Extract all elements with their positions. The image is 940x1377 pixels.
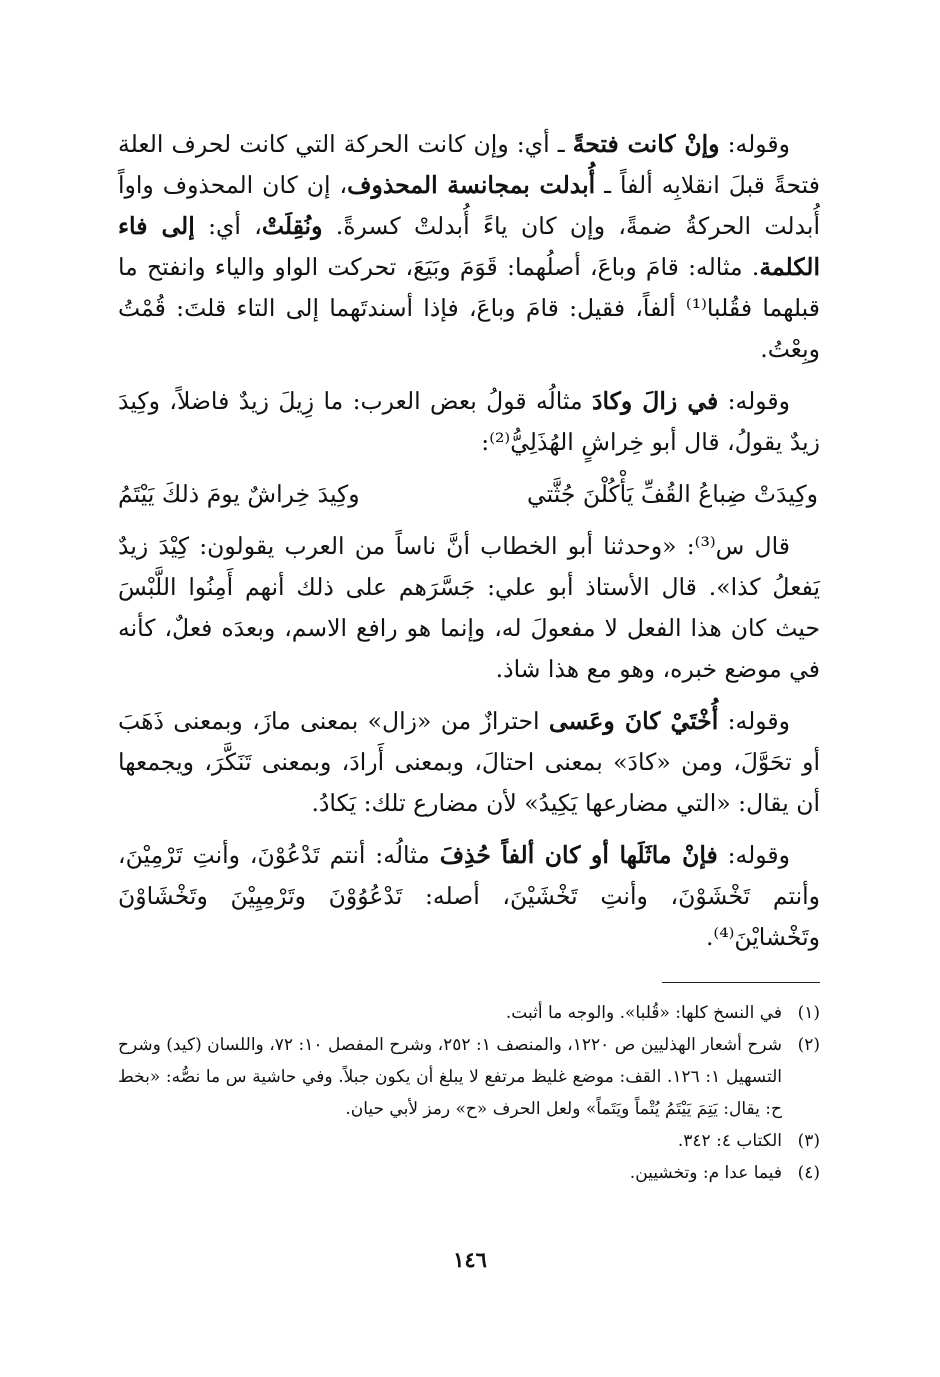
- footnote-text: فيما عدا م: وتخشيين.: [629, 1163, 782, 1183]
- poem-verse: [118, 474, 820, 515]
- text-run: احترازٌ من «زال» بمعنى مازَ، وبمعنى ذَهَبَ أو تحَوَّلَ، ومن «كادَ» بمعنى احتالَ، وبمعنى أَرادَ، وبمعنى تَنَكَّرَ، ويجمعها أن يقال: «التي مضارعها يَكِيدُ» لأن مضارع تلك: يَكادُ.: [118, 707, 820, 817]
- text-run: مثالُه: أنتم تَدْعُوْنَ، وأنتِ تَرْمِيْنَ، وأنتم تَخْشَوْنَ، وأنتِ تَخْشَيْنَ، أصله: تَدْعُوُوْنَ وتَرْمِيِيْنَ وتَخْشَاوْنَ وتَخْشايْنَ⁽⁴⁾.: [118, 841, 820, 951]
- paragraph-5: [118, 835, 820, 958]
- text-run: ، إن كان المحذوف واواً أُبدلت الحركةُ ضمةً، وإن كان ياءً أُبدلتْ كسرةً.: [118, 171, 820, 240]
- paragraph-1: [118, 124, 820, 370]
- paragraph-3: [118, 526, 820, 690]
- paragraph-2: [118, 381, 820, 463]
- bold-run: أُبدلت بمجانسة المحذوف: [347, 171, 596, 199]
- text-run: وقوله:: [718, 707, 790, 735]
- verse-first-hemistich: وكِيدَتْ ضِباعُ القُفِّ يَأْكُلْنَ جُثَّتي: [527, 480, 818, 508]
- paragraph-4: [118, 701, 820, 824]
- bold-run: وإنْ كانت فتحةً: [572, 130, 720, 158]
- bold-run: في زالَ وكادَ: [592, 387, 719, 415]
- text-run: وقوله:: [718, 387, 791, 415]
- footnote-text: شرح أشعار الهذليين ص ١٢٢٠، والمنصف ١: ٢٥٢، وشرح المفصل ١٠: ٧٢، واللسان (كيد) وشرح التسهيل ١: ١٢٦. القف: موضع غليظ مرتفع لا يبلغ أن يكون جبلاً. وفي حاشية س ما نصُّه: «بخط ح: يقال: يَتِمَ يَيْتَمُ يُتْماً ويَتَماً» ولعل الحرف «ح» رمز لأبي حيان.: [118, 1035, 782, 1119]
- text-run: قال س⁽³⁾: «وحدثنا أبو الخطاب أنَّ ناساً من العرب يقولون: كِيْدَ زيدٌ يَفعلُ كذا». قال الأستاذ أبو علي: جَسَّرَهم على ذلك أنهم أَمِنُوا اللَّبْسَ حيث كان هذا الفعل لا مفعولَ له، وإنما هو رافع الاسم، وبعدَه فعلٌ، كأنه في موضع خبره، وهو مع هذا شاذ.: [118, 532, 820, 683]
- bold-run: فإنْ ماثَلَها أو كان ألفاً حُذِفَ: [439, 841, 718, 869]
- verse-second-hemistich: وكِيدَ خِراشٌ يومَ ذلكَ يَيْتَمُ: [118, 480, 360, 508]
- footnote-separator: [662, 982, 820, 983]
- footnote-2: [118, 1029, 820, 1125]
- bold-run: ونُقِلَتْ: [261, 212, 323, 240]
- bold-run: إلى فاء الكلمة: [118, 212, 820, 281]
- footnote-number: (٢): [797, 1035, 820, 1055]
- text-run: مثالُه قولُ بعض العرب: ما زِيلَ زيدٌ فاضلاً، وكِيدَ زيدٌ يقولُ، قال أبو خِراشٍ الهُذَلِيُّ⁽²⁾:: [118, 387, 820, 456]
- footnote-number: (١): [797, 1003, 820, 1023]
- page-body: [118, 124, 820, 1189]
- footnote-number: (٤): [797, 1163, 820, 1183]
- footnote-4: [118, 1157, 820, 1189]
- page-number: ١٤٦: [453, 1247, 487, 1272]
- text-run: وقوله:: [717, 841, 790, 869]
- bold-run: أُخْتَيْ كانَ وعَسى: [548, 707, 719, 735]
- text-run: وقوله:: [719, 130, 790, 158]
- text-run: . مثاله: قامَ وباعَ، أصلُهما: قَوَمَ وبَيَعَ، تحركت الواو والياء وانفتح ما قبلهما فقُلبا⁽¹⁾ ألفاً، فقيل: قامَ وباعَ، فإذا أسندتَهما إلى التاء قلتَ: قُمْتُ وبِعْتُ.: [118, 253, 821, 363]
- footnote-3: [118, 1125, 820, 1157]
- footnote-text: الكتاب ٤: ٣٤٢.: [677, 1131, 782, 1151]
- footnote-number: (٣): [797, 1131, 820, 1151]
- text-run: ـ أي: وإن كانت الحركة التي كانت لحرف العلة فتحةً قبلَ انقلابِه ألفاً ـ: [118, 130, 820, 199]
- footnote-text: في النسخ كلها: «قُلبا». والوجه ما أثبت.: [505, 1003, 782, 1023]
- text-run: ، أي:: [194, 212, 262, 240]
- footnote-1: [118, 997, 820, 1029]
